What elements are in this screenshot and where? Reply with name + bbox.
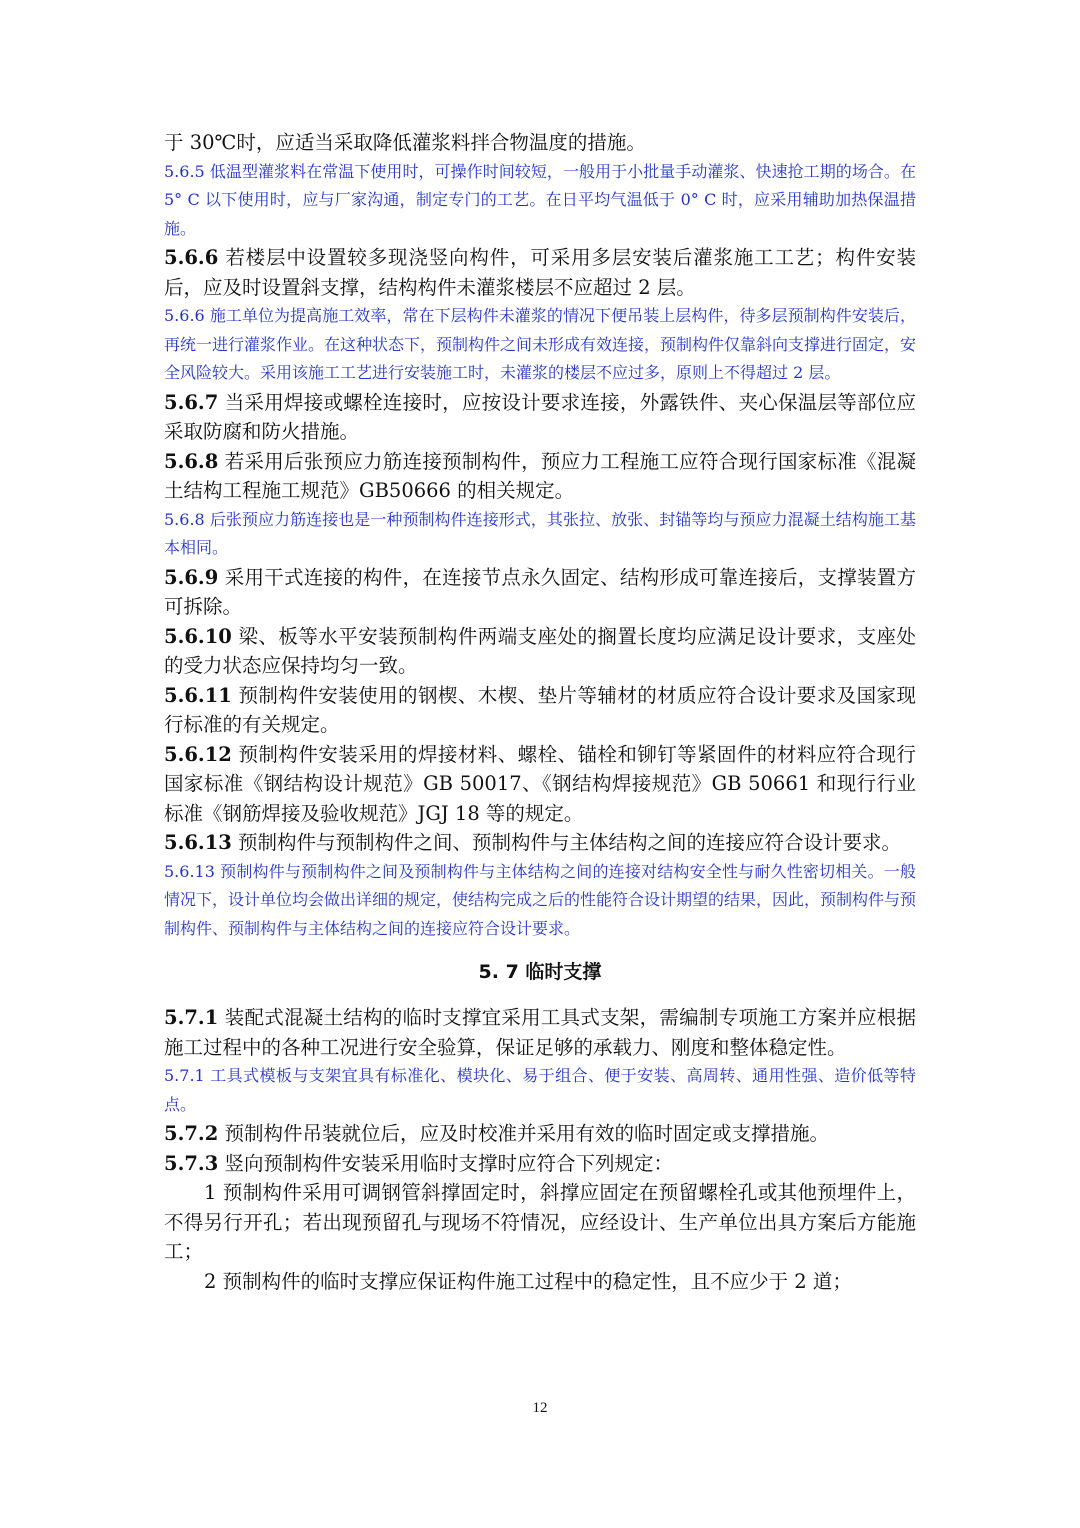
clause-paragraph: [164, 563, 916, 622]
paragraph-text: 预制构件安装采用的焊接材料、螺栓、锚栓和铆钉等紧固件的材料应符合现行国家标准《钢结构设计规范》GB 50017、《钢结构焊接规范》GB 50661 和现行行业标准《钢筋焊接及验收规范》JGJ 18 等的规定。: [164, 742, 916, 825]
commentary-paragraph: [164, 858, 916, 944]
paragraph-text: 当采用焊接或螺栓连接时，应按设计要求连接，外露铁件、夹心保温层等部位应采取防腐和防火措施。: [164, 390, 916, 443]
paragraph-text: 若采用后张预应力筋连接预制构件，预应力工程施工应符合现行国家标准《混凝土结构工程施工规范》GB50666 的相关规定。: [164, 449, 916, 502]
paragraph-text: 装配式混凝土结构的临时支撑宜采用工具式支架，需编制专项施工方案并应根据施工过程中的各种工况进行安全验算，保证足够的承载力、刚度和整体稳定性。: [164, 1006, 916, 1059]
clause-paragraph: [164, 1003, 916, 1062]
paragraph-text: 2 预制构件的临时支撑应保证构件施工过程中的稳定性，且不应少于 2 道；: [204, 1269, 852, 1293]
paragraph-text: 5.6.8 后张预应力筋连接也是一种预制构件连接形式，其张拉、放张、封锚等均与预应力混凝土结构施工基本相同。: [164, 509, 916, 557]
paragraph-text: 竖向预制构件安装采用临时支撑时应符合下列规定：: [218, 1151, 673, 1175]
clause-paragraph: [164, 128, 916, 158]
clause-number: 5.7.1: [164, 1006, 219, 1029]
commentary-paragraph: [164, 506, 916, 563]
clause-paragraph: [164, 1119, 916, 1149]
clause-paragraph: [164, 622, 916, 681]
clauses-5-7: [164, 1003, 916, 1296]
clause-number: 5.6.8: [164, 449, 219, 473]
clause-number: 5.6.6: [164, 246, 219, 269]
clause-paragraph: [164, 243, 916, 302]
list-item-paragraph: [164, 1178, 916, 1267]
clause-number: 5.6.7: [164, 390, 219, 414]
paragraph-text: 1 预制构件采用可调钢管斜撑固定时，斜撑应固定在预留螺栓孔或其他预埋件上，不得另行开孔；若出现预留孔与现场不符情况，应经设计、生产单位出具方案后方能施工；: [164, 1181, 916, 1263]
clause-number: 5.6.10: [164, 624, 232, 648]
clause-number: 5.6.11: [164, 683, 232, 707]
page-number: 12: [532, 1400, 548, 1416]
commentary-paragraph: [164, 158, 916, 244]
clause-number: 5.6.13: [164, 831, 232, 854]
paragraph-text: 5.7.1 工具式模板与支架宜具有标准化、模块化、易于组合、便于安装、高周转、通用性强、造价低等特点。: [164, 1066, 916, 1114]
clause-paragraph: [164, 447, 916, 506]
paragraph-text: 预制构件安装使用的钢楔、木楔、垫片等辅材的材质应符合设计要求及国家现行标准的有关规定。: [164, 683, 916, 736]
clause-paragraph: [164, 388, 916, 447]
clause-number: 5.7.2: [164, 1122, 219, 1145]
paragraph-text: 5.6.5 低温型灌浆料在常温下使用时，可操作时间较短，一般用于小批量手动灌浆、快速抢工期的场合。在 5° C 以下使用时，应与厂家沟通，制定专门的工艺。在日平均气温低于 0° C 时，应采用辅助加热保温措施。: [164, 161, 916, 238]
paragraph-text: 于 30℃时，应适当采取降低灌浆料拌合物温度的措施。: [164, 131, 646, 154]
paragraph-text: 预制构件吊装就位后，应及时校准并采用有效的临时固定或支撑措施。: [218, 1122, 829, 1145]
paragraph-text: 若楼层中设置较多现浇竖向构件，可采用多层安装后灌浆施工工艺；构件安装后，应及时设置斜支撑，结构构件未灌浆楼层不应超过 2 层。: [164, 246, 916, 299]
clause-paragraph: [164, 1149, 916, 1179]
clauses-5-6: [164, 128, 916, 943]
section-heading: 5. 7 临时支撑: [478, 961, 602, 983]
paragraph-text: 5.6.6 施工单位为提高施工效率，常在下层构件未灌浆的情况下便吊装上层构件，待多层预制构件安装后，再统一进行灌浆作业。在这种状态下，预制构件之间未形成有效连接，预制构件仅靠斜向支撑进行固定，安全风险较大。采用该施工工艺进行安装施工时，未灌浆的楼层不应过多，原则上不得超过 2 层。: [164, 306, 917, 382]
clause-paragraph: [164, 828, 916, 858]
clause-number: 5.6.12: [164, 742, 232, 766]
paragraph-text: 5.6.13 预制构件与预制构件之间及预制构件与主体结构之间的连接对结构安全性与耐久性密切相关。一般情况下，设计单位均会做出详细的规定，使结构完成之后的性能符合设计期望的结果，因此，预制构件与预制构件、预制构件与主体结构之间的连接应符合设计要求。: [164, 861, 917, 938]
paragraph-text: 预制构件与预制构件之间、预制构件与主体结构之间的连接应符合设计要求。: [231, 831, 902, 854]
page-content: [164, 128, 916, 1296]
list-item-paragraph: [164, 1267, 916, 1297]
paragraph-text: 采用干式连接的构件，在连接节点永久固定、结构形成可靠连接后，支撑装置方可拆除。: [164, 565, 916, 618]
clause-number: 5.6.9: [164, 565, 219, 589]
commentary-paragraph: [164, 302, 916, 388]
clause-paragraph: [164, 740, 916, 829]
paragraph-text: 梁、板等水平安装预制构件两端支座处的搁置长度均应满足设计要求，支座处的受力状态应保持均匀一致。: [164, 624, 916, 677]
clause-paragraph: [164, 681, 916, 740]
commentary-paragraph: [164, 1062, 916, 1119]
clause-number: 5.7.3: [164, 1151, 219, 1175]
